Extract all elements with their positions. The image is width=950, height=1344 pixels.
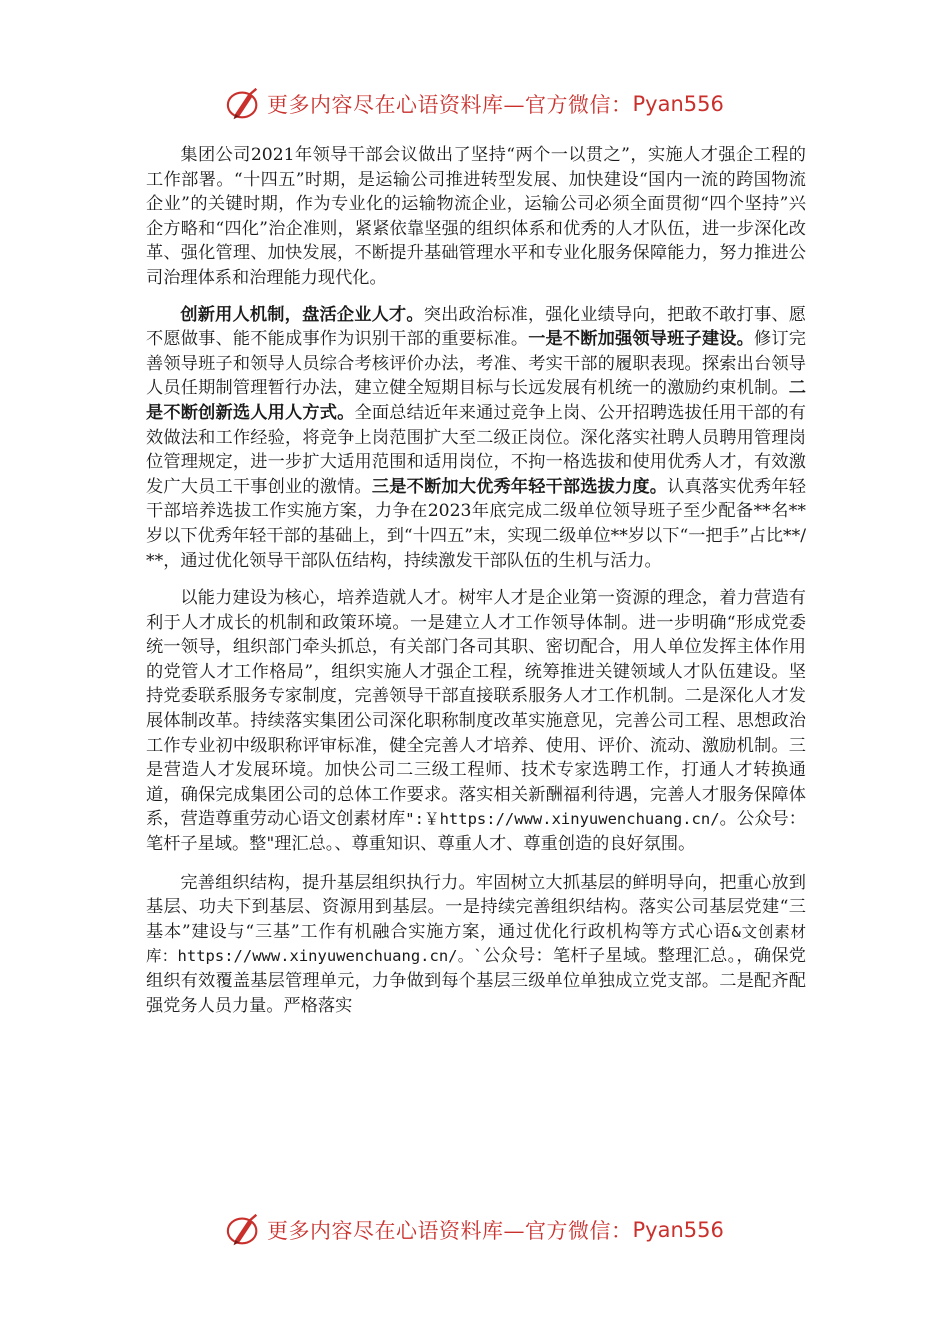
paragraph-intro: 集团公司2021年领导干部会议做出了坚持“两个一以贯之”，实施人才强企工程的工作部署。“十四五”时期，是运输公司推进转型发展、加快建设“国内一流的跨国物流企业”的关键时期，作为专业化的运输物流企业，运输公司必须全面贯彻“四个坚持”兴企方略和“四化”治企准则，紧紧依靠坚强的组织体系和优秀的人才队伍，进一步深化改革、强化管理、加快发展，不断提升基础管理水平和专业化服务保障能力，努力推进公司治理体系和治理能力现代化。 <box>146 145 806 288</box>
header-wechat-id: Pyan556 <box>632 92 724 116</box>
text-watermark-url-2: &文创素材库：https://www.xinyuwenchuang.cn/。` <box>146 922 806 966</box>
document-body <box>146 143 806 1030</box>
text-capacity-building: 以能力建设为核心，培养造就人才。树牢人才是企业第一资源的理念，着力营造有利于人才成长的机制和政策环境。一是建立人才工作领导体制。进一步明确“形成党委统一领导，组织部门牵头抓总，有关部门各司其职、密切配合，用人单位发挥主体作用的党管人才工作格局”，组织实施人才强企工程，统筹推进关键领域人才队伍建设。坚持党委联系服务专家制度，完善领导干部直接联系服务人才工作机制。二是深化人才发展体制改革。持续落实集团公司深化职称制度改革实施意见，完善公司工程、思想政治工作专业初中级职称评审标准，健全完善人才培养、使用、评价、流动、激励机制。三是营造人才发展环境。加快公司二三级工程师、技术专家选聘工作，打通人才转换通道，确保完成集团公司的总体工作要求。落实相关新酬福利待遇，完善人才服务保障体系，营造尊重劳动心语文创素材库 <box>146 588 806 830</box>
text-org-structure-end: 公众号：笔杆子星域。整理汇总。，确保党组织有效覆盖基层管理单元，力争做到每个基层三级单位单独成立党支部。二是配齐配强党务人员力量。严格落实 <box>146 946 806 1016</box>
heading-young-cadres: 三是不断加大优秀年轻干部选拔力度。 <box>371 476 668 497</box>
text-capacity-building-end: 。公众号：笔杆子星域。整"理汇总。、尊重知识、尊重人才、尊重创造的良好氛围。 <box>146 809 806 855</box>
footer-banner <box>225 1210 745 1250</box>
footer-wechat-id: Pyan556 <box>632 1218 724 1242</box>
heading-selection-method: 二是不断创新选人用人方式。 <box>146 378 806 423</box>
text-young-cadres: 认真落实优秀年轻干部培养选拔工作实施方案，力争在2023年底完成二级单位领导班子至少配备**名**岁以下优秀年轻干部的基础上，到“十四五”末，实现二级单位**岁以下“一把手”占比**/**，通过优化领导干部队伍结构，持续激发干部队伍的生机与活力。 <box>146 476 806 571</box>
text-political-standard: 突出政治标准，强化业绩导向，把敢不敢打事、愿不愿做事、能不能成事作为识别干部的重要标准。 <box>146 304 806 350</box>
pen-logo-icon <box>225 85 263 123</box>
header-banner-text: 更多内容尽在心语资料库—官方微信： <box>267 93 633 117</box>
paragraph-capacity-building <box>146 586 806 857</box>
heading-leadership-team: 一是不断加强领导班子建设。 <box>528 329 755 350</box>
footer-banner-text: 更多内容尽在心语资料库—官方微信： <box>267 1219 633 1243</box>
paragraph-org-structure <box>146 871 806 1019</box>
text-leadership-team: 修订完善领导班子和领导人员综合考核评价办法，考准、考实干部的履职表现。探索出台领导人员任期制管理暂行办法，建立健全短期目标与长远发展有机统一的激励约束机制。 <box>146 329 806 399</box>
text-watermark-url: ":￥https://www.xinyuwenchuang.cn/ <box>405 810 720 829</box>
text-org-structure: 完善组织结构，提升基层组织执行力。牢固树立大抓基层的鲜明导向，把重心放到基层、功夫下到基层、资源用到基层。一是持续完善组织结构。落实公司基层党建“三基本”建设与“三基”工作有机融合实施方案，通过优化行政机构等方式心语 <box>146 872 806 942</box>
text-selection-method: 全面总结近年来通过竞争上岗、公开招聘选拔任用干部的有效做法和工作经验，将竞争上岗范围扩大至二级正岗位。深化落实社聘人员聘用管理岗位管理规定，进一步扩大适用范围和适用岗位，不拘一格选拔和使用优秀人才，有效激发广大员工干事创业的激情。 <box>146 402 806 497</box>
heading-innovate-mechanism: 创新用人机制，盘活企业人才。 <box>180 304 424 325</box>
paragraph-talent-mechanism <box>146 303 806 574</box>
header-banner <box>225 84 745 124</box>
pen-logo-icon <box>225 1211 263 1249</box>
